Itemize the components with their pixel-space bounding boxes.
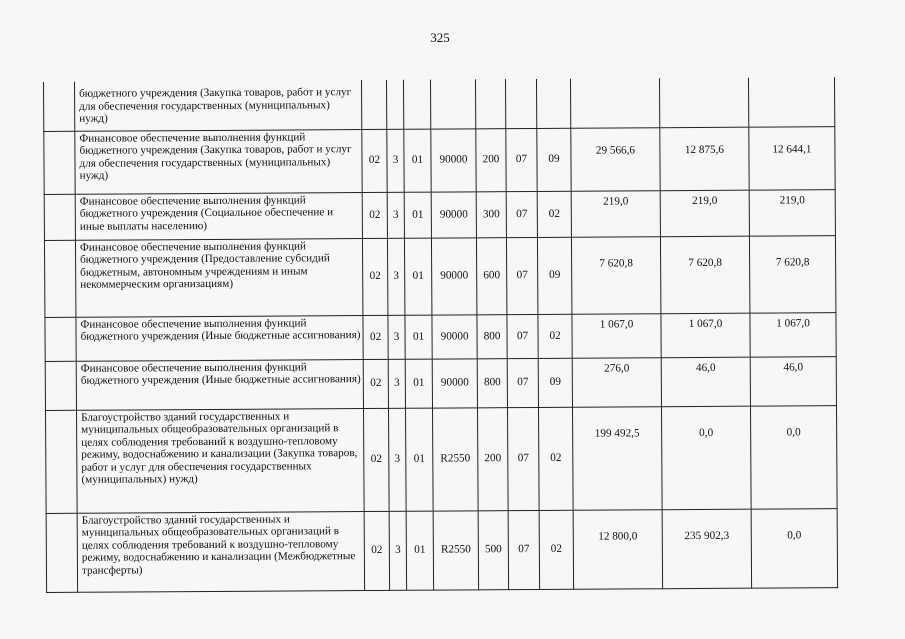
code-cell: 500 [478, 510, 508, 589]
code-cell: 01 [405, 359, 432, 408]
code-cell: 01 [404, 129, 431, 192]
amount-cell [748, 77, 834, 127]
amount-cell: 276,0 [572, 357, 661, 407]
code-cell: 600 [476, 237, 506, 314]
code-cell: 02 [538, 407, 573, 510]
table-row [43, 77, 834, 131]
code-cell: 90000 [431, 237, 476, 314]
item-name: бюджетного учреждения (Закупка товаров, работ и услуг для обеспечения государственных (муниципальных) нужд) [74, 80, 361, 131]
code-cell: 07 [506, 191, 537, 237]
code-cell: 09 [538, 358, 572, 407]
item-name: Финансовое обеспечение выполнения функций бюджетного учреждения (Иные бюджетные ассигнования) [76, 359, 363, 410]
code-cell: 01 [405, 408, 433, 511]
code-cell: 3 [387, 129, 404, 192]
budget-table [43, 77, 838, 592]
table-row [45, 356, 836, 410]
row-number-cell [44, 240, 75, 317]
amount-cell: 29 566,6 [571, 127, 660, 191]
code-cell: 07 [508, 510, 539, 589]
row-number-cell [46, 410, 78, 513]
code-cell: R2550 [433, 510, 478, 589]
code-cell [430, 79, 475, 128]
code-cell: 02 [539, 510, 573, 589]
amount-cell: 0,0 [751, 508, 837, 588]
row-number-cell [44, 194, 75, 240]
code-cell: 07 [506, 128, 537, 191]
code-cell: 02 [363, 359, 388, 408]
code-cell: 07 [507, 358, 538, 407]
amount-cell [659, 78, 748, 128]
amount-cell: 12 875,6 [660, 127, 749, 191]
row-number-cell [46, 513, 77, 592]
code-cell: 3 [387, 238, 404, 315]
code-cell: 90000 [431, 128, 476, 191]
code-cell: 3 [388, 315, 405, 359]
item-name: Финансовое обеспечение выполнения функций бюджетного учреждения (Закупка товаров, работ и услуг для обеспечения государственных (муниципальных) нужд) [75, 129, 362, 194]
code-cell: 200 [476, 128, 506, 191]
amount-cell: 199 492,5 [572, 406, 662, 510]
table-row [44, 189, 835, 240]
code-cell: 800 [477, 314, 507, 358]
row-number-cell [45, 361, 76, 410]
code-cell: 01 [404, 238, 431, 315]
item-name: Финансовое обеспечение выполнения функций бюджетного учреждения (Социальное обеспечение и иные выплаты населению) [75, 192, 362, 240]
amount-cell: 12 800,0 [573, 509, 662, 589]
code-cell: 02 [538, 314, 572, 358]
amount-cell: 0,0 [750, 405, 837, 509]
code-cell: 90000 [432, 358, 477, 407]
amount-cell: 46,0 [661, 357, 750, 407]
code-cell: 01 [405, 315, 432, 359]
code-cell [505, 79, 536, 128]
code-cell [361, 80, 386, 129]
table-row [44, 126, 835, 194]
code-cell: 300 [476, 191, 506, 237]
code-cell: 07 [507, 407, 539, 510]
amount-cell: 219,0 [749, 189, 835, 236]
code-cell: 02 [537, 191, 571, 237]
amount-cell: 219,0 [571, 190, 660, 237]
code-cell: 3 [389, 511, 406, 590]
amount-cell: 12 644,1 [749, 126, 835, 190]
page-number: 325 [430, 30, 450, 45]
code-cell: 02 [362, 238, 387, 315]
item-name: Финансовое обеспечение выполнения функций бюджетного учреждения (Иные бюджетные ассигнования) [76, 315, 363, 361]
row-number-cell [45, 317, 76, 361]
code-cell: 90000 [432, 314, 477, 358]
code-cell: 01 [404, 192, 431, 238]
code-cell: 3 [387, 192, 404, 238]
row-number-cell [44, 131, 75, 194]
code-cell: 200 [477, 407, 508, 510]
amount-cell: 7 620,8 [660, 236, 749, 314]
code-cell: 02 [363, 315, 388, 359]
table-row [44, 235, 835, 317]
amount-cell [570, 78, 659, 128]
table-row [46, 508, 837, 592]
amount-cell: 1 067,0 [750, 312, 836, 357]
code-cell: 09 [537, 128, 571, 191]
code-cell: 01 [406, 511, 433, 590]
code-cell: 02 [362, 192, 387, 238]
code-cell: 3 [388, 408, 406, 511]
code-cell: 02 [364, 511, 389, 590]
row-number-cell [43, 82, 74, 131]
code-cell: 02 [363, 408, 389, 511]
code-cell: 07 [506, 237, 537, 314]
code-cell: 09 [537, 237, 571, 314]
amount-cell: 219,0 [660, 190, 749, 237]
code-cell: R2550 [432, 407, 478, 510]
code-cell [475, 79, 505, 128]
amount-cell: 7 620,8 [749, 235, 835, 313]
code-cell: 800 [477, 358, 507, 407]
amount-cell: 7 620,8 [571, 236, 660, 314]
amount-cell: 235 902,3 [662, 509, 751, 589]
amount-cell: 1 067,0 [661, 313, 750, 358]
table-row [46, 405, 838, 513]
amount-cell: 46,0 [750, 356, 836, 406]
code-cell: 90000 [431, 191, 476, 237]
item-name: Благоустройство зданий государственных и муниципальных общеобразовательных организаций в целях соблюдения требований к воздушно-тепловому режиму, водоснабжению и канализации (Межбюджетные трансферты) [77, 511, 364, 592]
item-name: Благоустройство зданий государственных и муниципальных общеобразовательных организаций в целях соблюдения требований к воздушно-тепловому режиму, водоснабжению и канализации (Закупка товаров, работ и услуг для обеспечения государственных (муниципальных) нужд) [77, 408, 365, 513]
code-cell [403, 80, 430, 129]
amount-cell: 0,0 [661, 406, 751, 510]
code-cell [536, 79, 570, 128]
item-name: Финансовое обеспечение выполнения функций бюджетного учреждения (Предоставление субсидий бюджетным, автономным учреждениям и иным некоммерческим организациям) [75, 238, 362, 317]
code-cell: 3 [388, 359, 405, 408]
code-cell: 07 [507, 314, 538, 358]
code-cell [386, 80, 403, 129]
table-row [45, 312, 836, 361]
amount-cell: 1 067,0 [572, 313, 661, 358]
code-cell: 02 [362, 129, 387, 192]
